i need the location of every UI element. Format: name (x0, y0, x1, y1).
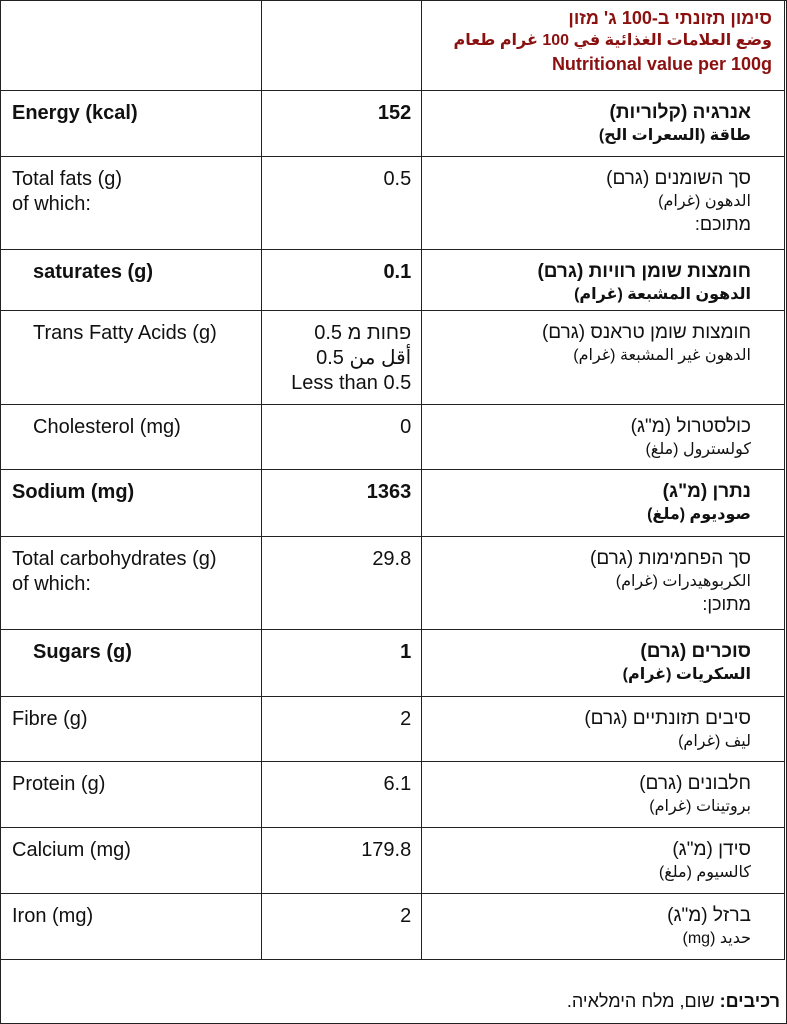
nutrient-name-local-cell (422, 470, 785, 537)
nutrient-value: 1363 (366, 481, 412, 503)
nutrient-value: 29.8 (372, 548, 412, 570)
nutrient-name-english: Protein (g) (12, 773, 106, 795)
nutrient-name-local-cell (422, 828, 785, 894)
nutrient-name-arabic: الدهون المشبعة (غرام) (574, 286, 751, 303)
nutrient-name-local-cell (422, 311, 785, 405)
nutrient-name-hebrew: סך השומנים (גרם) (606, 168, 751, 189)
header-title-arabic: وضع العلامات الغذائية في 100 غرام طعام (453, 32, 772, 49)
nutrient-row (1, 762, 785, 828)
nutrient-row (1, 405, 785, 470)
nutrient-row (1, 311, 785, 405)
nutrient-value-cell (262, 405, 422, 470)
nutrient-row (1, 537, 785, 630)
nutrient-name-hebrew: סוכרים (גרם) (640, 641, 751, 662)
nutrient-value-cell (262, 91, 422, 157)
nutrient-name-local-cell (422, 405, 785, 470)
nutrient-name-cell (1, 762, 262, 828)
nutrient-row (1, 630, 785, 697)
nutrient-value-cell (262, 894, 422, 960)
header-empty-cell-1 (1, 1, 262, 91)
nutrient-name-hebrew: חומצות שומן טראנס (גרם) (541, 322, 751, 343)
nutrient-name-local-cell (422, 537, 785, 630)
nutrient-name-local-cell (422, 762, 785, 828)
nutrient-value: 152 (377, 102, 412, 124)
nutrient-name-cell (1, 828, 262, 894)
nutrient-value: 6.1 (383, 773, 412, 795)
nutrient-name-hebrew: חלבונים (גרם) (639, 773, 751, 794)
nutrient-name-hebrew: סיבים תזונתיים (גרם) (584, 708, 751, 729)
nutrient-name-local-cell (422, 894, 785, 960)
nutrient-name-local-cell (422, 697, 785, 762)
nutrient-name-local-cell (422, 250, 785, 311)
nutrient-name-english: Fibre (g) (12, 708, 88, 730)
nutrient-subnote-english: of which: (12, 573, 91, 595)
nutrient-name-cell (1, 311, 262, 405)
ingredients-label: רכיבים: (719, 991, 780, 1011)
nutrient-value: 179.8 (361, 839, 412, 861)
nutrient-row (1, 828, 785, 894)
nutrient-row (1, 697, 785, 762)
nutrient-name-english: Energy (kcal) (12, 102, 138, 124)
nutrient-name-hebrew: חומצות שומן רוויות (גרם) (537, 261, 751, 282)
nutrient-name-arabic: الدهون غير المشبعة (غرام) (573, 347, 751, 364)
nutrient-name-cell (1, 157, 262, 250)
nutrient-row (1, 894, 785, 960)
nutrient-value: 0 (400, 416, 412, 438)
nutrient-name-arabic: صوديوم (ملغ) (647, 506, 751, 523)
nutrient-name-arabic: الدهون (غرام) (658, 193, 751, 210)
nutrient-value: 0.5 (383, 168, 412, 190)
nutrient-value: פחות מ 0.5 (314, 322, 412, 344)
nutrient-name-hebrew: ברזל (מ"ג) (667, 905, 751, 926)
ingredients-section (0, 967, 785, 1022)
nutrient-name-english: Trans Fatty Acids (g) (33, 322, 217, 344)
nutrient-value-cell (262, 762, 422, 828)
nutrient-name-hebrew: סך הפחמימות (גרם) (590, 548, 751, 569)
nutrient-value: Less than 0.5 (291, 372, 412, 394)
nutrient-row (1, 91, 785, 157)
nutrient-name-cell (1, 630, 262, 697)
header-title-english: Nutritional value per 100g (551, 54, 772, 74)
nutrient-subnote-hebrew: מתוכם: (694, 214, 751, 234)
nutrient-name-arabic: كالسيوم (ملغ) (658, 864, 751, 881)
nutrient-name-english: Calcium (mg) (12, 839, 131, 861)
ingredients-text: שום, מלח הימלאיה. (566, 991, 720, 1011)
nutrient-name-cell (1, 405, 262, 470)
nutrient-value-cell (262, 470, 422, 537)
header-title-hebrew: סימון תזונתי ב-100 ג' מזון (568, 8, 772, 28)
nutrient-value-cell (262, 157, 422, 250)
nutrient-name-english: Iron (mg) (12, 905, 94, 927)
nutrient-value-cell (262, 250, 422, 311)
nutrient-value: أقل من 0.5 (316, 347, 412, 369)
nutrient-value: 2 (400, 708, 412, 730)
nutrient-name-english: Sodium (mg) (12, 481, 135, 503)
nutrient-name-arabic: حديد (mg) (682, 930, 751, 947)
nutrient-value: 2 (400, 905, 412, 927)
nutrient-name-english: Sugars (g) (33, 641, 132, 663)
nutrient-row (1, 470, 785, 537)
nutrient-name-local-cell (422, 91, 785, 157)
nutrient-name-cell (1, 894, 262, 960)
nutrient-value-cell (262, 697, 422, 762)
nutrient-value-cell (262, 537, 422, 630)
nutrient-row (1, 157, 785, 250)
nutrient-value: 0.1 (383, 261, 412, 283)
nutrient-name-local-cell (422, 157, 785, 250)
header-empty-cell-2 (262, 1, 422, 91)
nutrient-name-cell (1, 470, 262, 537)
nutrient-name-cell (1, 697, 262, 762)
nutrient-value-cell (262, 828, 422, 894)
nutrient-subnote-hebrew: מתוכן: (702, 594, 751, 614)
nutrient-name-english: Cholesterol (mg) (33, 416, 181, 438)
nutrient-name-hebrew: נתרן (מ"ג) (662, 481, 751, 502)
nutrient-name-english: saturates (g) (33, 261, 154, 283)
nutrient-name-arabic: الكربوهيدرات (غرام) (615, 573, 751, 590)
header-title-cell (422, 1, 785, 91)
nutrient-name-english: Total fats (g) (12, 168, 123, 190)
nutrient-value-cell (262, 630, 422, 697)
nutrient-name-arabic: السكريات (غرام) (622, 666, 751, 683)
nutrient-value-cell (262, 311, 422, 405)
nutrient-subnote-english: of which: (12, 193, 91, 215)
header-row (1, 1, 785, 91)
nutrient-name-cell (1, 250, 262, 311)
nutrient-row (1, 250, 785, 311)
nutrient-value: 1 (400, 641, 412, 663)
nutrient-name-arabic: ليف (غرام) (678, 733, 751, 750)
nutrient-name-hebrew: אנרגיה (קלוריות) (609, 102, 751, 123)
nutrient-name-arabic: بروتينات (غرام) (649, 798, 751, 815)
nutrient-name-english: Total carbohydrates (g) (12, 548, 217, 570)
nutrient-name-hebrew: סידן (מ"ג) (672, 839, 751, 860)
nutrient-name-arabic: كولسترول (ملغ) (645, 441, 751, 458)
nutrient-name-hebrew: כולסטרול (מ"ג) (630, 416, 751, 437)
nutrient-name-local-cell (422, 630, 785, 697)
nutrient-name-cell (1, 537, 262, 630)
nutrient-name-cell (1, 91, 262, 157)
nutrient-name-arabic: طاقة (السعرات الح) (598, 127, 751, 144)
